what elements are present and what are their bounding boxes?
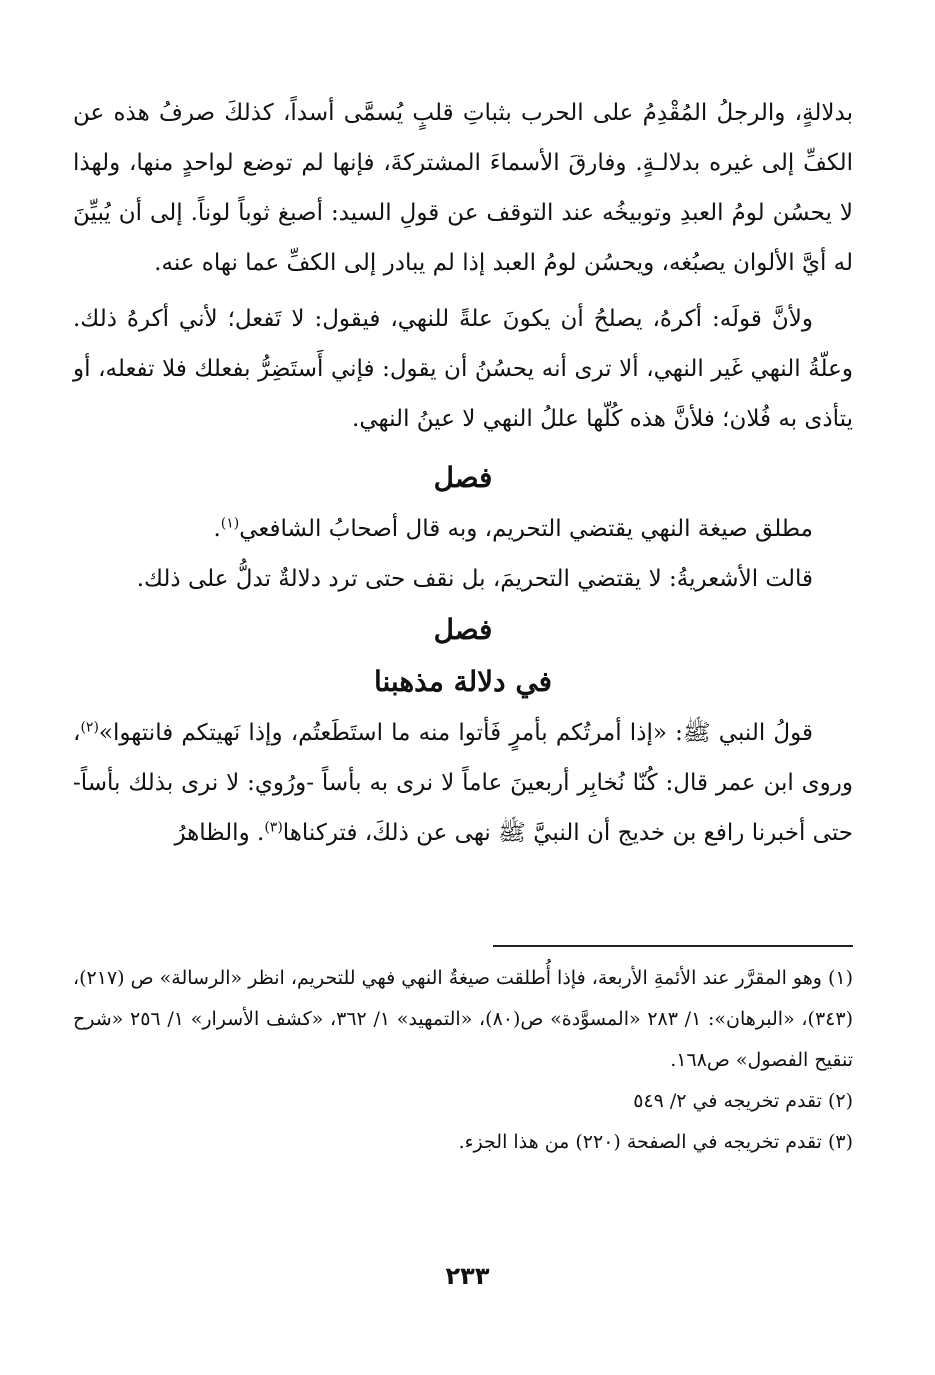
footnote-2 [73,1081,853,1122]
paragraph-2: ولأنَّ قولَه: أكرهُ، يصلحُ أن يكونَ علةً للنهي، فيقول: لا تَفعل؛ لأني أكرهُ ذلك. وعلّةُ النهي غَير النهي، ألا ترى أنه يحسُنُ أن يقول: فإني أَستَضِرُّ بفعلك فلا تفعله، أو يتأذى به فُلان؛ فلأنَّ هذه كُلّها عللُ النهي لا عينُ النهي. [73,306,853,432]
footnote-separator [493,945,853,947]
footnote-2-number: (٢) [827,1090,853,1112]
footnote-3 [73,1122,853,1163]
paragraph-3 [73,504,853,554]
footnote-1 [73,958,853,1081]
paragraph-5-part-c: . والظاهرُ [174,820,265,846]
paragraph-1: بدلالةٍ، والرجلُ المُقْدِمُ على الحرب بثباتِ قلبٍ يُسمَّى أسداً، كذلكَ صرفُ هذه عن الكفِّ إلى غيره بدلالـةٍ. وفارقَ الأسماءَ المشتركةَ، فإنها لم توضع لواحدٍ منها، ولهذا لا يحسُن لومُ العبدِ وتوبيخُه عند التوقف عن قولِ السيد: أصبغ ثوباً لوناً. إلى أن يُبيِّنَ له أيَّ الألوان يصبُغه، ويحسُن لومُ العبد إذا لم يبادر إلى الكفِّ عما نهاه عنه. [73,100,853,276]
paragraph-3-text: مطلق صيغة النهي يقتضي التحريم، وبه قال أصحابُ الشافعي [239,516,813,542]
page-number: ٢٣٣ [445,1262,490,1290]
footnote-3-number: (٣) [827,1131,853,1153]
footnote-ref-2: (٢) [80,719,99,736]
main-text [73,88,853,858]
section-heading-2: فصل [433,613,493,646]
footnote-1-number: (١) [827,967,853,989]
footnote-ref-3: (٣) [264,819,283,836]
footnotes [73,958,853,1163]
paragraph-5-part-a: قولُ النبي ﷺ: «إذا أمرتُكم بأمرٍ فَأتوا منه ما استَطَعتُم، وإذا نَهيتكم فانتهوا» [98,720,813,746]
paragraph-4: قالت الأشعريةُ: لا يقتضي التحريمَ، بل نقف حتى ترد دلالةٌ تدلُّ على ذلك. [136,566,813,592]
footnote-3-text: تقدم تخريجه في الصفحة (٢٢٠) من هذا الجزء. [458,1131,822,1153]
section-subheading: في دلالة مذهبنا [373,665,553,698]
section-heading-1: فصل [433,461,493,494]
footnote-2-text: تقدم تخريجه في ٢/ ٥٤٩ [633,1090,822,1112]
paragraph-5 [73,708,853,858]
paragraph-3-end: . [213,516,221,542]
paragraph-5-part-b: ، وروى ابن عمر قال: كُنّا نُخابِر أربعينَ عاماً لا نرى به بأساً -ورُوي: لا نرى بذلك بأساً- حتى أخبرنا رافع بن خديج أن النبيَّ ﷺ نهى عن ذلكَ، فتركناها [73,720,853,846]
footnote-ref-1: (١) [220,515,240,532]
footnote-1-text: وهو المقرَّر عند الأئمةِ الأربعة، فإذا أُطلقت صيغةُ النهي فهي للتحريم، انظر «الرسالة» ص (٢١٧)، (٣٤٣)، «البرهان»: ١/ ٢٨٣ «المسوَّدة» ص(٨٠)، «التمهيد» ١/ ٣٦٢، «كشف الأسرار» ١/ ٢٥٦ «شرح تنقيح الفصول» ص١٦٨. [73,967,853,1071]
